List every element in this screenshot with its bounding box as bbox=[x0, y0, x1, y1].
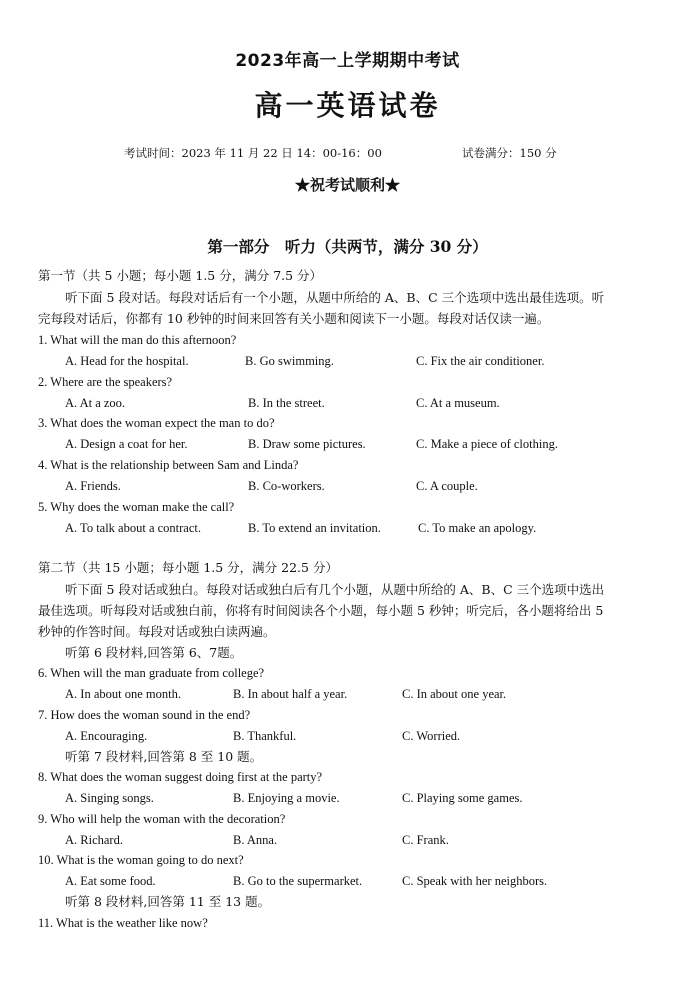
option-a: A. Friends. bbox=[65, 479, 121, 493]
full-score: 试卷满分：150 分 bbox=[462, 146, 557, 160]
section-one-instructions-cont: 完每段对话后，你都有 10 秒钟的时间来回答有关小题和阅读下一小题。每段对话仅读一遍。 bbox=[38, 311, 550, 326]
question-9: 9. Who will help the woman with the decoration? bbox=[38, 812, 286, 826]
question-6: 6. When will the man graduate from college? bbox=[38, 666, 265, 680]
option-c: C. Frank. bbox=[402, 833, 449, 847]
section-one-heading: 第一节（共 5 小题；每小题 1.5 分，满分 7.5 分） bbox=[38, 268, 323, 283]
option-b: B. Go swimming. bbox=[245, 354, 334, 368]
option-b: B. Enjoying a movie. bbox=[233, 791, 340, 805]
paper-title: 高一英语试卷 bbox=[254, 89, 441, 122]
option-c: C. To make an apology. bbox=[418, 521, 537, 535]
exam-title: 2023年高一上学期期中考试 bbox=[235, 51, 460, 71]
option-a: A. Head for the hospital. bbox=[65, 354, 189, 368]
section-two-instructions-end: 秒钟的作答时间。每段对话或独白读两遍。 bbox=[38, 624, 276, 639]
option-c: C. In about one year. bbox=[402, 687, 507, 701]
material-7-note: 听第 7 段材料,回答第 8 至 10 题。 bbox=[65, 749, 263, 764]
option-a: A. Eat some food. bbox=[65, 874, 156, 888]
section-two-instructions: 听下面 5 段对话或独白。每段对话或独白后有几个小题，从题中所给的 A、B、C 三个选项中选出 bbox=[65, 582, 605, 597]
option-c: C. Fix the air conditioner. bbox=[416, 354, 545, 368]
question-1: 1. What will the man do this afternoon? bbox=[38, 333, 237, 347]
option-b: B. Draw some pictures. bbox=[248, 437, 366, 451]
material-8-note: 听第 8 段材料,回答第 11 至 13 题。 bbox=[65, 894, 271, 909]
question-7: 7. How does the woman sound in the end? bbox=[38, 708, 251, 722]
option-b: B. Co-workers. bbox=[248, 479, 325, 493]
option-c: C. Make a piece of clothing. bbox=[416, 437, 558, 451]
option-b: B. In about half a year. bbox=[233, 687, 348, 701]
question-5: 5. Why does the woman make the call? bbox=[38, 500, 235, 514]
exam-time: 考试时间：2023 年 11 月 22 日 14：00-16：00 bbox=[124, 146, 382, 160]
section-one-instructions: 听下面 5 段对话。每段对话后有一个小题，从题中所给的 A、B、C 三个选项中选出最佳选项。听 bbox=[65, 290, 605, 305]
question-10: 10. What is the woman going to do next? bbox=[38, 853, 244, 867]
option-c: C. At a museum. bbox=[416, 396, 500, 410]
option-b: B. To extend an invitation. bbox=[248, 521, 381, 535]
option-b: B. In the street. bbox=[248, 396, 325, 410]
option-b: B. Anna. bbox=[233, 833, 278, 847]
material-6-note: 听第 6 段材料,回答第 6、7题。 bbox=[65, 645, 243, 660]
option-a: A. Richard. bbox=[65, 833, 123, 847]
option-a: A. Encouraging. bbox=[65, 729, 148, 743]
question-3: 3. What does the woman expect the man to do? bbox=[38, 416, 275, 430]
option-b: B. Go to the supermarket. bbox=[233, 874, 363, 888]
option-b: B. Thankful. bbox=[233, 729, 297, 743]
option-c: C. Playing some games. bbox=[402, 791, 523, 805]
option-a: A. Design a coat for her. bbox=[65, 437, 188, 451]
option-c: C. A couple. bbox=[416, 479, 478, 493]
section-two-instructions-cont: 最佳选项。听每段对话或独白前，你将有时间阅读各个小题，每小题 5 秒钟；听完后，各小题将给出 5 bbox=[38, 603, 604, 618]
option-c: C. Speak with her neighbors. bbox=[402, 874, 548, 888]
option-a: A. Singing songs. bbox=[65, 791, 154, 805]
option-a: A. To talk about a contract. bbox=[65, 521, 202, 535]
option-a: A. At a zoo. bbox=[65, 396, 126, 410]
question-8: 8. What does the woman suggest doing first at the party? bbox=[38, 770, 323, 784]
blessing: ★祝考试顺利★ bbox=[294, 176, 400, 194]
part-one-title: 第一部分 听力（共两节，满分 30 分） bbox=[207, 237, 488, 256]
question-2: 2. Where are the speakers? bbox=[38, 375, 173, 389]
option-a: A. In about one month. bbox=[65, 687, 181, 701]
question-4: 4. What is the relationship between Sam and Linda? bbox=[38, 458, 299, 472]
section-two-heading: 第二节（共 15 小题；每小题 1.5 分，满分 22.5 分） bbox=[38, 560, 338, 575]
question-11: 11. What is the weather like now? bbox=[38, 916, 208, 930]
option-c: C. Worried. bbox=[402, 729, 461, 743]
